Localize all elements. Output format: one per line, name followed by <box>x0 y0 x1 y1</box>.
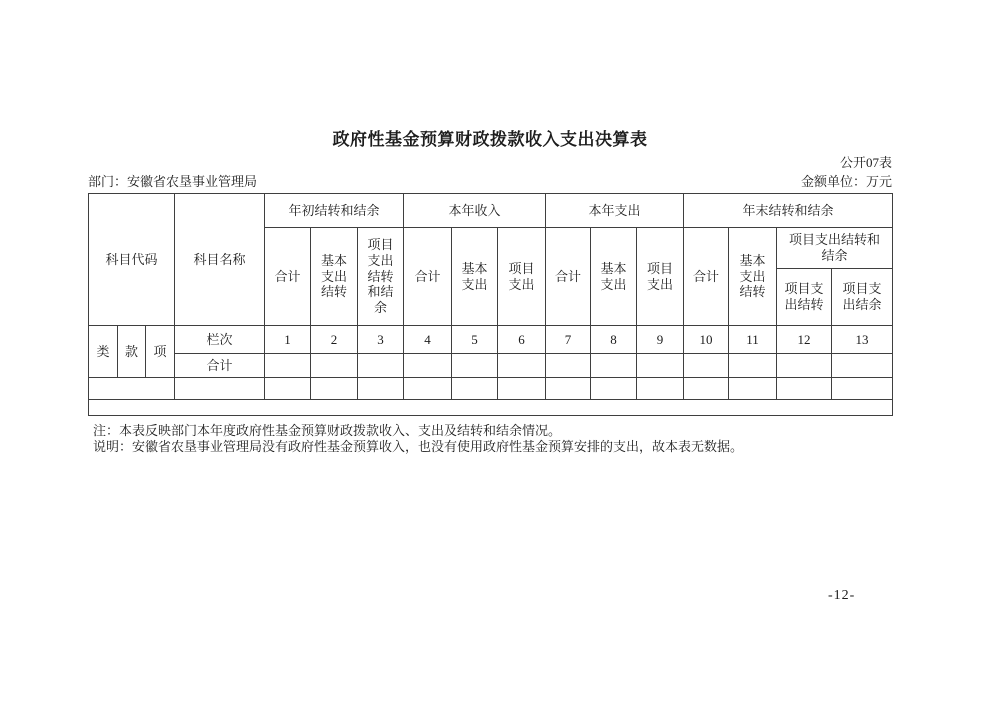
header-group-begin-balance: 年初结转和结余 <box>265 194 404 228</box>
column-number-cell: 3 <box>358 326 404 354</box>
header-subject-code: 科目代码 <box>89 194 175 326</box>
header-col-total: 合计 <box>684 228 729 326</box>
column-number-cell: 11 <box>729 326 777 354</box>
value-cell <box>404 378 452 400</box>
value-cell <box>591 354 637 378</box>
header-col-total: 合计 <box>265 228 311 326</box>
notes-block <box>88 423 892 455</box>
header-group-row <box>89 194 893 228</box>
value-cell <box>729 378 777 400</box>
empty-code-cell <box>89 378 175 400</box>
header-col-project-expense: 项目支出 <box>637 228 684 326</box>
value-cell <box>832 378 893 400</box>
code-col-item: 项 <box>146 326 175 378</box>
note-line: 注：本表反映部门本年度政府性基金预算财政拨款收入、支出及结转和结余情况。 <box>93 423 562 438</box>
value-cell <box>729 354 777 378</box>
document-content <box>88 0 892 455</box>
value-cell <box>684 378 729 400</box>
value-cell <box>498 378 546 400</box>
header-col-basic-carryover: 基本支出结转 <box>729 228 777 326</box>
column-number-cell: 10 <box>684 326 729 354</box>
header-group-year-income: 本年收入 <box>404 194 546 228</box>
value-cell <box>358 378 404 400</box>
empty-name-cell <box>175 378 265 400</box>
page-title: 政府性基金预算财政拨款收入支出决算表 <box>332 130 648 149</box>
total-row <box>89 354 893 378</box>
value-cell <box>404 354 452 378</box>
column-number-row <box>89 326 893 354</box>
column-number-cell: 13 <box>832 326 893 354</box>
table-code-label: 公开07表 <box>839 155 892 170</box>
code-col-section: 款 <box>118 326 146 378</box>
note-line: 说明：安徽省农垦事业管理局没有政府性基金预算收入，也没有使用政府性基金预算安排的支出，故本表无数据。 <box>93 439 744 454</box>
header-subject-name: 科目名称 <box>175 194 265 326</box>
total-row-label: 合计 <box>175 354 265 378</box>
column-number-cell: 5 <box>452 326 498 354</box>
department-label: 部门：安徽省农垦事业管理局 <box>88 174 258 189</box>
code-col-class: 类 <box>89 326 118 378</box>
header-col-project-expense: 项目支出 <box>498 228 546 326</box>
column-number-cell: 12 <box>777 326 832 354</box>
footer-merged-row <box>89 400 893 416</box>
value-cell <box>546 378 591 400</box>
column-number-cell: 1 <box>265 326 311 354</box>
column-number-cell: 2 <box>311 326 358 354</box>
header-col-total: 合计 <box>404 228 452 326</box>
column-number-cell: 9 <box>637 326 684 354</box>
meta-row <box>88 173 892 191</box>
value-cell <box>637 378 684 400</box>
column-number-cell: 7 <box>546 326 591 354</box>
footer-merged-cell <box>89 400 893 416</box>
value-cell <box>311 378 358 400</box>
header-col-basic-expense: 基本支出 <box>591 228 637 326</box>
value-cell <box>637 354 684 378</box>
header-group-year-expense: 本年支出 <box>546 194 684 228</box>
value-cell <box>777 354 832 378</box>
value-cell <box>591 378 637 400</box>
value-cell <box>358 354 404 378</box>
header-col-project-carryover-balance: 项目支出结转和结余 <box>358 228 404 326</box>
header-col-basic-expense: 基本支出 <box>452 228 498 326</box>
header-subgroup-project-carryover-balance: 项目支出结转和结余 <box>777 228 893 269</box>
header-col-project-carryover: 项目支出结转 <box>777 269 832 326</box>
value-cell <box>265 378 311 400</box>
header-group-end-balance: 年末结转和结余 <box>684 194 893 228</box>
value-cell <box>498 354 546 378</box>
budget-table <box>88 193 893 416</box>
value-cell <box>452 354 498 378</box>
row-label-lanci: 栏次 <box>175 326 265 354</box>
value-cell <box>546 354 591 378</box>
header-col-basic-carryover: 基本支出结转 <box>311 228 358 326</box>
value-cell <box>311 354 358 378</box>
page-number: -12- <box>828 588 856 603</box>
value-cell <box>265 354 311 378</box>
amount-unit-label: 金额单位：万元 <box>800 174 892 189</box>
value-cell <box>777 378 832 400</box>
value-cell <box>832 354 893 378</box>
value-cell <box>452 378 498 400</box>
value-cell <box>684 354 729 378</box>
empty-data-row <box>89 378 893 400</box>
header-col-total: 合计 <box>546 228 591 326</box>
column-number-cell: 8 <box>591 326 637 354</box>
header-col-project-balance: 项目支出结余 <box>832 269 893 326</box>
column-number-cell: 4 <box>404 326 452 354</box>
column-number-cell: 6 <box>498 326 546 354</box>
